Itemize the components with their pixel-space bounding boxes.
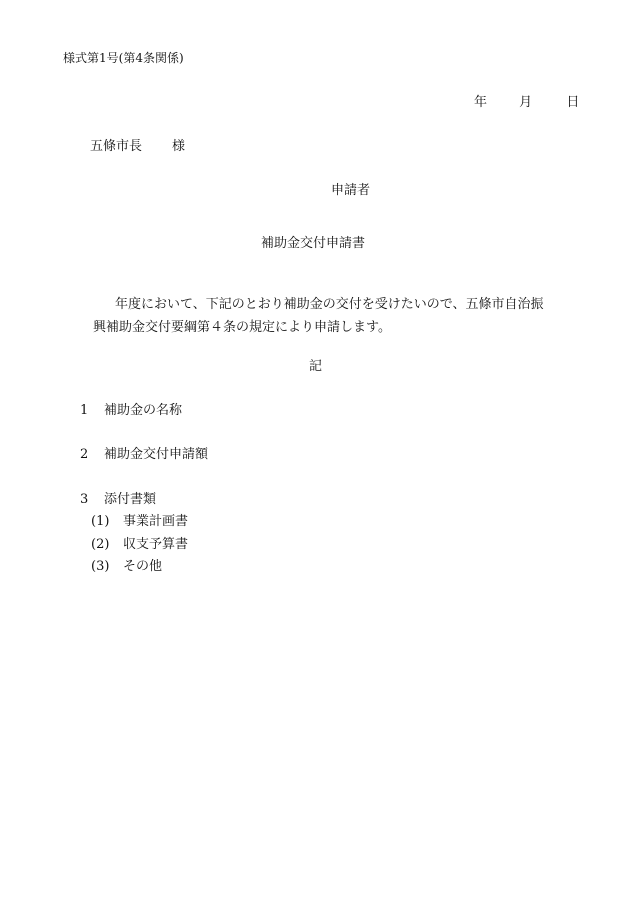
date-line [474,95,579,111]
date-year-label: 年 [474,95,488,110]
list-item [80,492,156,508]
item-label: 補助金交付申請額 [104,447,209,462]
attachment-item [91,559,162,575]
addressee-honorific: 様 [172,139,186,154]
attachment-number: (1) [91,514,110,529]
body-line-2: 興補助金交付要綱第４条の規定により申請します。 [93,320,391,335]
date-month-label: 月 [519,95,533,110]
attachment-label: 収支予算書 [123,537,189,552]
item-number: 1 [80,403,89,418]
addressee-name: 五條市長 [90,139,143,154]
body-line-1: 年度において、下記のとおり補助金の交付を受けたいので、五條市自治振 [115,297,544,312]
body-paragraph [93,293,553,339]
attachment-label: 事業計画書 [123,514,189,529]
form-number: 様式第1号(第4条関係) [63,51,184,65]
item-label: 補助金の名称 [104,403,183,418]
attachment-label: その他 [123,559,163,574]
list-item [80,403,182,419]
applicant-label: 申請者 [331,183,371,198]
addressee [90,139,185,155]
item-number: 3 [80,492,89,507]
attachment-item [91,537,188,553]
item-number: 2 [80,447,89,462]
date-day-label: 日 [566,95,580,110]
list-item [80,447,208,463]
attachment-item [91,514,188,530]
item-label: 添付書類 [104,492,157,507]
attachment-number: (3) [91,559,110,574]
ki-label: 記 [309,359,323,374]
document-title: 補助金交付申請書 [261,236,366,251]
attachment-number: (2) [91,537,110,552]
